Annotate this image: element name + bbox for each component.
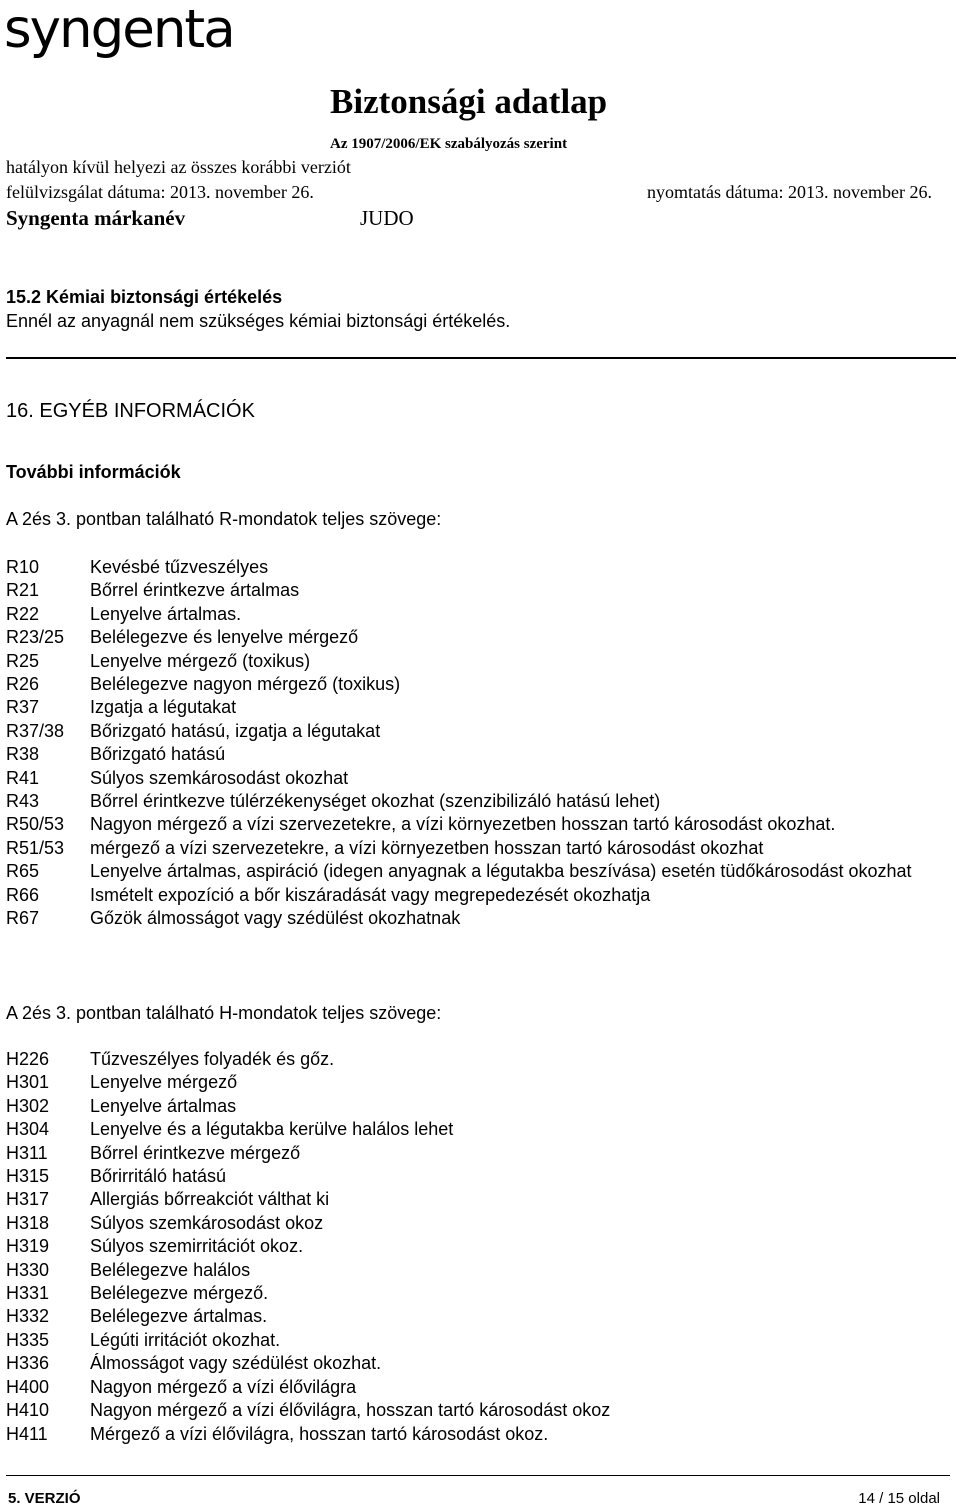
phrase-code: R22 xyxy=(6,603,40,624)
print-date: nyomtatás dátuma: 2013. november 26. xyxy=(647,182,932,202)
phrase-text: Álmosságot vagy szédülést okozhat. xyxy=(90,1353,382,1374)
h-phrase-list xyxy=(6,1048,946,1446)
phrase-text: Nagyon mérgező a vízi élővilágra xyxy=(90,1376,357,1397)
phrase-code: R41 xyxy=(6,767,40,788)
list-item xyxy=(6,813,946,836)
syngenta-logo: syngenta xyxy=(4,0,234,60)
phrase-code: R67 xyxy=(6,908,40,929)
phrase-code: H411 xyxy=(6,1423,48,1444)
phrase-text: Belélegezve halálos xyxy=(90,1259,251,1280)
phrase-text: mérgező a vízi szervezetekre, a vízi környezetben hosszan tartó károsodást okozhat xyxy=(90,837,764,858)
phrase-code: H302 xyxy=(6,1095,50,1116)
phrase-text: Súlyos szemkárosodást okoz xyxy=(90,1212,324,1233)
phrase-code: H319 xyxy=(6,1236,50,1257)
r-phrases-intro: A 2és 3. pontban található R-mondatok teljes szövege: xyxy=(6,509,442,529)
phrase-text: Bőrrel érintkezve mérgező xyxy=(90,1142,301,1163)
list-item xyxy=(6,603,946,626)
phrase-text: Bőrirritáló hatású xyxy=(90,1166,227,1187)
phrase-code: R23/25 xyxy=(6,627,65,648)
footer-page-number: 14 / 15 oldal xyxy=(858,1490,940,1507)
phrase-code: R38 xyxy=(6,744,40,765)
phrase-code: R37 xyxy=(6,697,40,718)
list-item xyxy=(6,907,946,930)
phrase-text: Lenyelve ártalmas. xyxy=(90,603,242,624)
phrase-text: Lenyelve ártalmas, aspiráció (idegen anyagnak a légutakba beszívása) esetén tüdőkárosodást okozhat xyxy=(90,861,912,882)
phrase-code: H301 xyxy=(6,1072,50,1093)
list-item xyxy=(6,1305,946,1328)
phrase-text: Tűzveszélyes folyadék és gőz. xyxy=(90,1049,335,1069)
brand-label: Syngenta márkanév xyxy=(6,206,186,230)
list-item xyxy=(6,884,946,907)
brand-value: JUDO xyxy=(360,206,414,230)
phrase-code: R51/53 xyxy=(6,837,65,858)
phrase-code: R25 xyxy=(6,650,40,671)
phrase-code: H318 xyxy=(6,1212,50,1233)
phrase-text: Belélegezve és lenyelve mérgező xyxy=(90,627,359,648)
phrase-code: H311 xyxy=(6,1142,48,1163)
phrase-text: Lenyelve mérgező xyxy=(90,1072,238,1093)
list-item xyxy=(6,1142,946,1165)
phrase-text: Belélegezve ártalmas. xyxy=(90,1306,268,1327)
list-item xyxy=(6,1212,946,1235)
list-item xyxy=(6,1352,946,1375)
phrase-code: H331 xyxy=(6,1283,50,1304)
phrase-code: R65 xyxy=(6,861,40,882)
document-title: Biztonsági adatlap xyxy=(330,82,608,121)
list-item xyxy=(6,1118,946,1141)
phrase-text: Bőrrel érintkezve ártalmas xyxy=(90,580,300,601)
supersedes-note: hatályon kívül helyezi az összes korábbi verziót xyxy=(6,157,351,177)
phrase-text: Nagyon mérgező a vízi élővilágra, hosszan tartó károsodást okoz xyxy=(90,1400,611,1421)
phrase-text: Allergiás bőrreakciót válthat ki xyxy=(90,1189,330,1210)
footer-divider xyxy=(6,1475,950,1476)
phrase-code: H330 xyxy=(6,1259,50,1280)
phrase-text: Kevésbé tűzveszélyes xyxy=(90,557,269,577)
list-item xyxy=(6,1188,946,1211)
phrase-code: R37/38 xyxy=(6,720,65,741)
phrase-code: H410 xyxy=(6,1400,50,1421)
phrase-text: Súlyos szemkárosodást okozhat xyxy=(90,767,349,788)
phrase-text: Bőrrel érintkezve túlérzékenységet okozhat (szenzibilizáló hatású lehet) xyxy=(90,791,661,812)
section-16-title: 16. EGYÉB INFORMÁCIÓK xyxy=(6,400,255,422)
section-divider xyxy=(6,357,956,359)
list-item xyxy=(6,1259,946,1282)
phrase-text: Bőrizgató hatású xyxy=(90,744,226,765)
phrase-text: Ismételt expozíció a bőr kiszáradását vagy megrepedezését okozhatja xyxy=(90,884,651,905)
list-item xyxy=(6,650,946,673)
phrase-code: R43 xyxy=(6,791,40,812)
list-item xyxy=(6,1071,946,1094)
list-item xyxy=(6,1423,946,1446)
phrase-code: R21 xyxy=(6,580,40,601)
list-item xyxy=(6,696,946,719)
phrase-text: Lenyelve ártalmas xyxy=(90,1095,237,1116)
phrase-text: Izgatja a légutakat xyxy=(90,697,237,718)
phrase-text: Belélegezve nagyon mérgező (toxikus) xyxy=(90,674,401,695)
list-item xyxy=(6,673,946,696)
phrase-text: Mérgező a vízi élővilágra, hosszan tartó károsodást okoz. xyxy=(90,1423,549,1444)
phrase-code: H400 xyxy=(6,1376,50,1397)
list-item xyxy=(6,1399,946,1422)
phrase-code: R50/53 xyxy=(6,814,65,835)
section-16-subtitle: További információk xyxy=(6,462,181,482)
section-15-2-title: 15.2 Kémiai biztonsági értékelés xyxy=(6,287,283,307)
phrase-code: R26 xyxy=(6,674,40,695)
phrase-text: Légúti irritációt okozhat. xyxy=(90,1329,281,1350)
section-15-2-text: Ennél az anyagnál nem szükséges kémiai biztonsági értékelés. xyxy=(6,311,511,331)
list-item xyxy=(6,790,946,813)
list-item xyxy=(6,1329,946,1352)
list-item xyxy=(6,837,946,860)
revision-date: felülvizsgálat dátuma: 2013. november 26. xyxy=(6,182,314,202)
phrase-text: Lenyelve és a légutakba kerülve halálos lehet xyxy=(90,1119,454,1140)
phrase-text: Lenyelve mérgező (toxikus) xyxy=(90,650,311,671)
list-item xyxy=(6,1376,946,1399)
list-item xyxy=(6,1048,946,1071)
r-phrase-list xyxy=(6,556,946,931)
list-item xyxy=(6,1095,946,1118)
list-item xyxy=(6,860,946,883)
h-phrases-intro: A 2és 3. pontban található H-mondatok teljes szövege: xyxy=(6,1003,442,1023)
footer-version: 5. VERZIÓ xyxy=(8,1490,81,1507)
phrase-text: Gőzök álmosságot vagy szédülést okozhatnak xyxy=(90,908,461,929)
phrase-text: Súlyos szemirritációt okoz. xyxy=(90,1236,304,1257)
phrase-code: H332 xyxy=(6,1306,50,1327)
phrase-code: H317 xyxy=(6,1189,50,1210)
phrase-code: H335 xyxy=(6,1329,50,1350)
list-item xyxy=(6,626,946,649)
phrase-code: H315 xyxy=(6,1166,50,1187)
phrase-code: H226 xyxy=(6,1049,50,1069)
phrase-code: H304 xyxy=(6,1119,50,1140)
phrase-code: R10 xyxy=(6,557,40,577)
phrase-code: H336 xyxy=(6,1353,50,1374)
phrase-code: R66 xyxy=(6,884,40,905)
list-item xyxy=(6,1165,946,1188)
list-item xyxy=(6,556,946,579)
regulation-subtitle: Az 1907/2006/EK szabályozás szerint xyxy=(330,136,568,152)
phrase-text: Bőrizgató hatású, izgatja a légutakat xyxy=(90,720,381,741)
phrase-text: Belélegezve mérgező. xyxy=(90,1283,269,1304)
list-item xyxy=(6,720,946,743)
list-item xyxy=(6,767,946,790)
list-item xyxy=(6,1282,946,1305)
list-item xyxy=(6,579,946,602)
phrase-text: Nagyon mérgező a vízi szervezetekre, a vízi környezetben hosszan tartó károsodást okozhat. xyxy=(90,814,836,835)
list-item xyxy=(6,743,946,766)
list-item xyxy=(6,1235,946,1258)
